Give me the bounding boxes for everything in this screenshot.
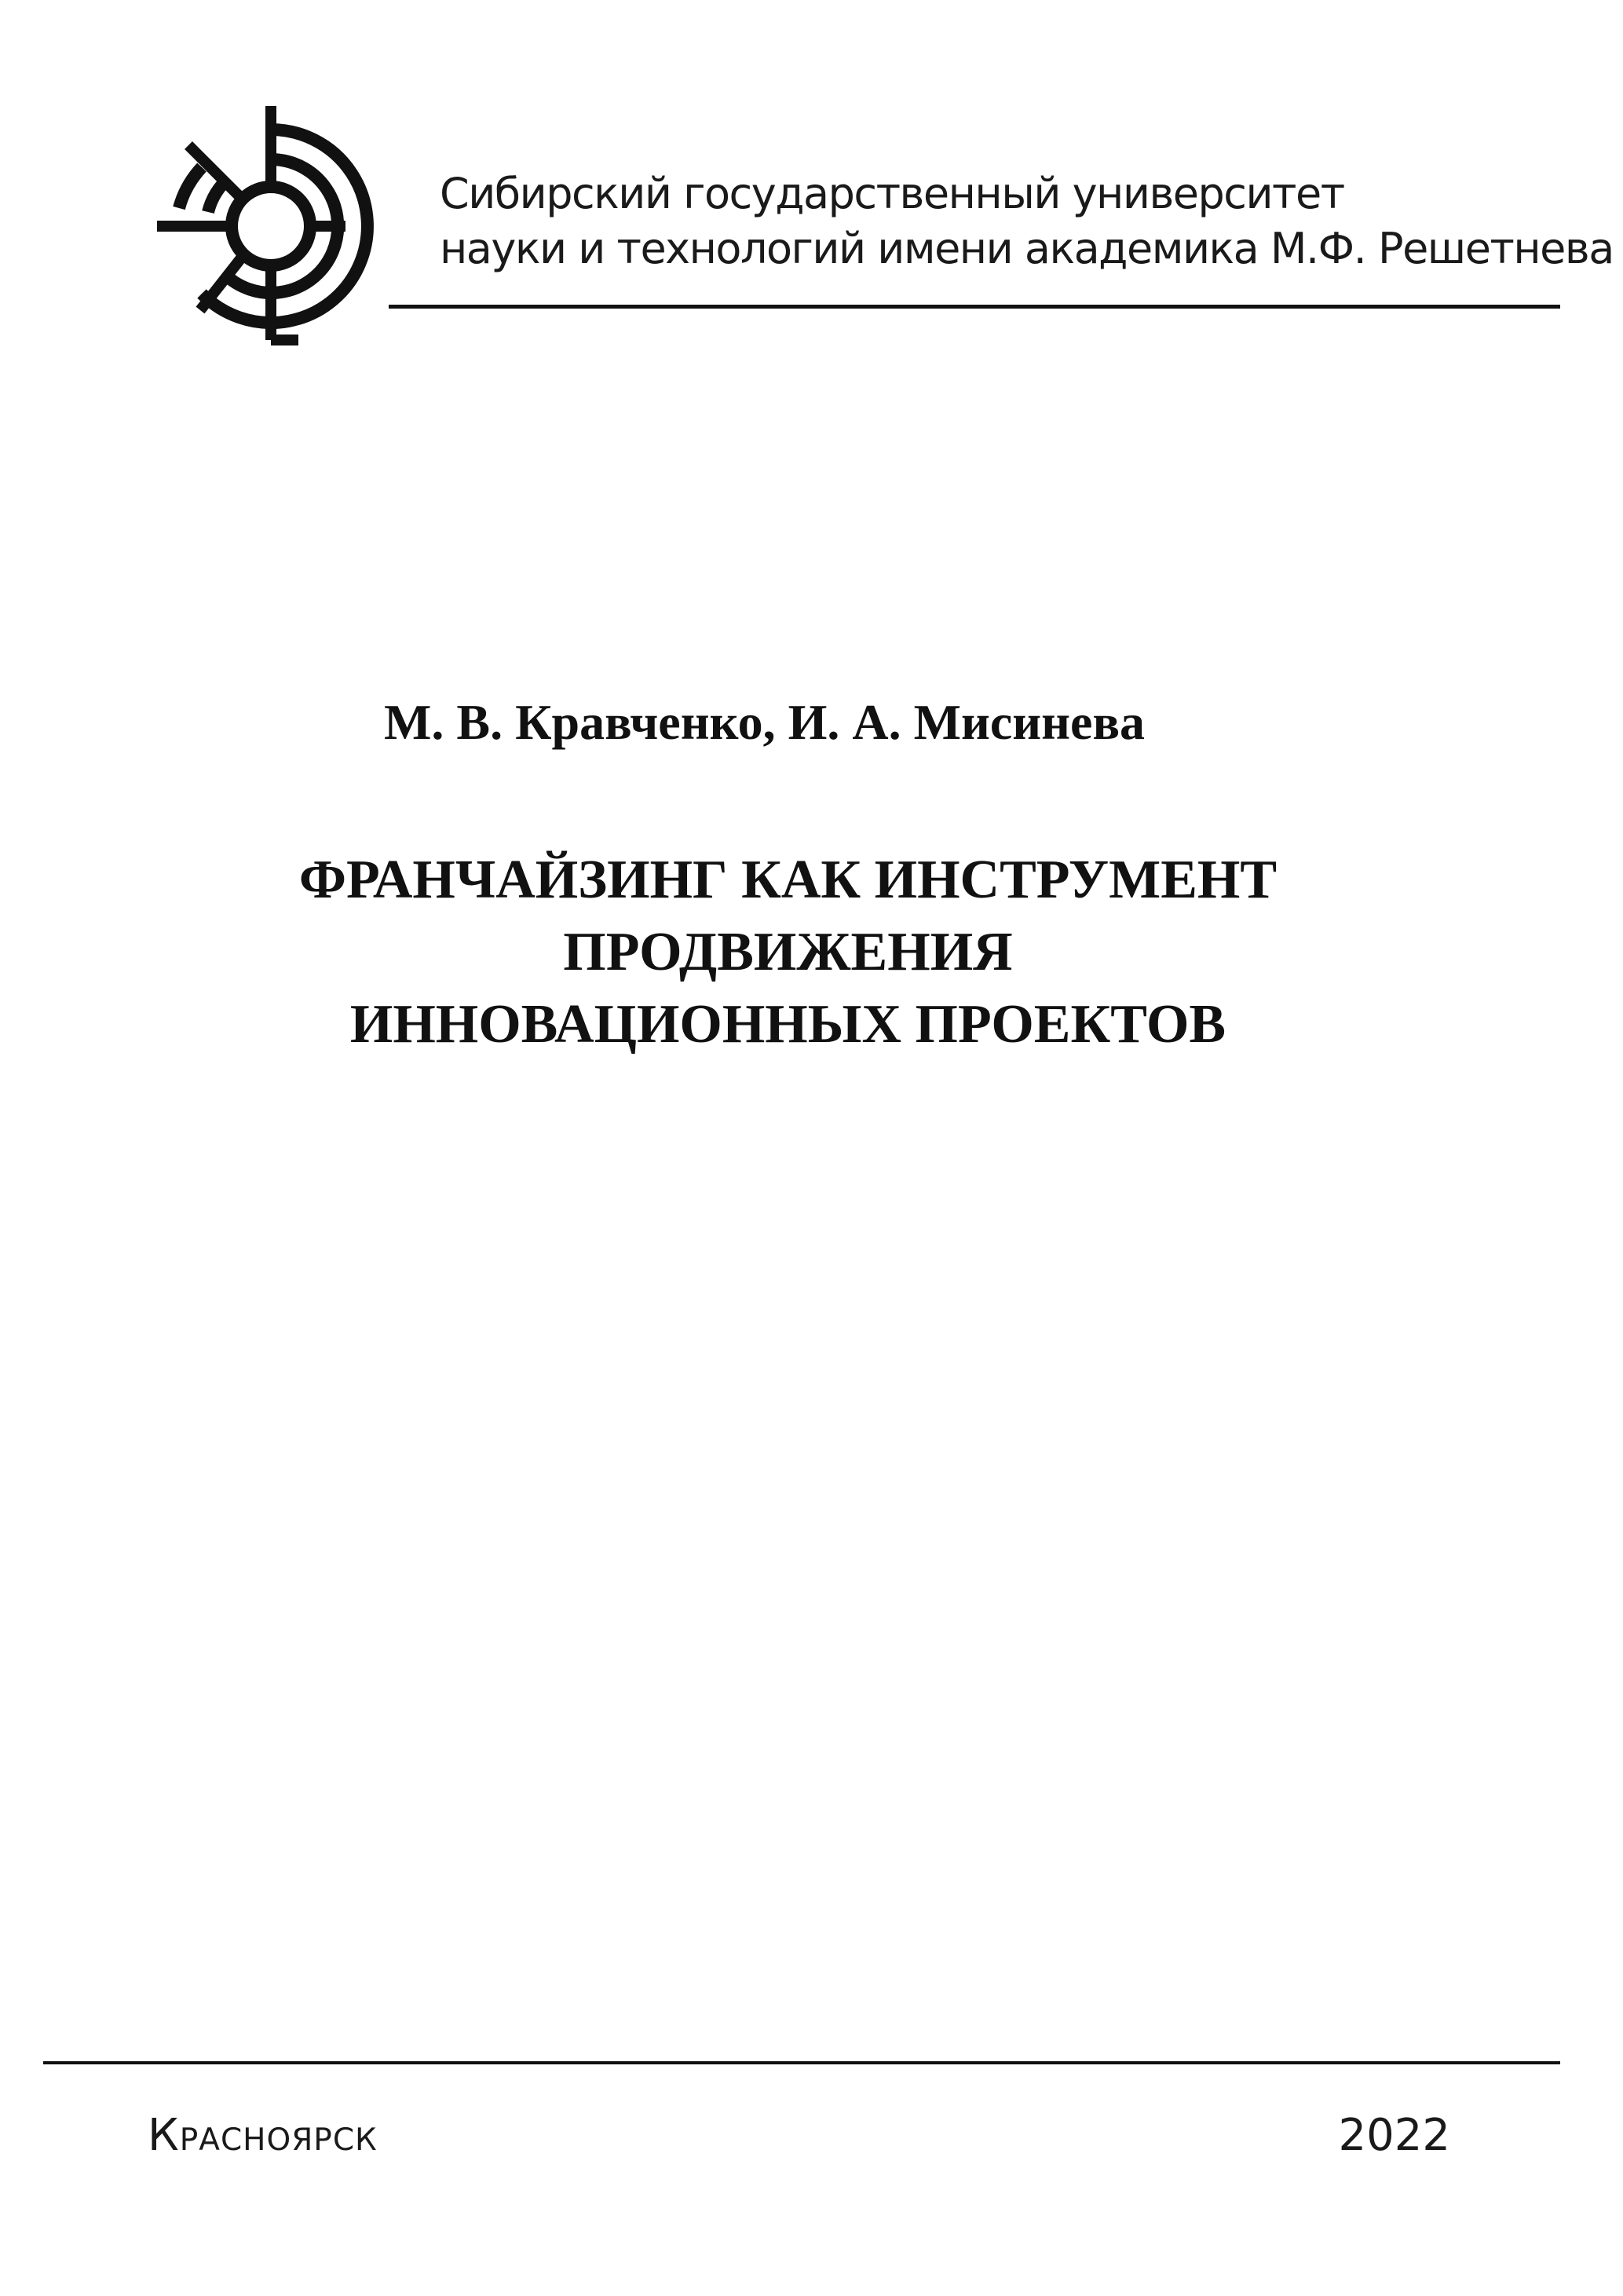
publication-year: 2022 [1338,2110,1450,2161]
header-divider [389,305,1560,309]
publication-city: Красноярск [148,2110,378,2161]
book-title-line-3: ИННОВАЦИОННЫХ ПРОЕКТОВ [349,994,1226,1055]
authors-text: М. В. Кравченко, И. А. Мисинева [383,694,1146,750]
university-name-line-1: Сибирский государственный университет [440,169,1344,218]
book-title [0,844,1623,1061]
authors [0,691,1623,754]
university-name-line-2: науки и технологий имени академика М.Ф. Решетнева [440,224,1614,273]
footer-divider [43,2061,1560,2064]
university-emblem-icon [153,98,381,349]
university-name [440,166,1614,276]
book-title-line-1: ФРАНЧАЙЗИНГ КАК ИНСТРУМЕНТ [298,850,1278,910]
book-title-line-2: ПРОДВИЖЕНИЯ [563,922,1013,982]
